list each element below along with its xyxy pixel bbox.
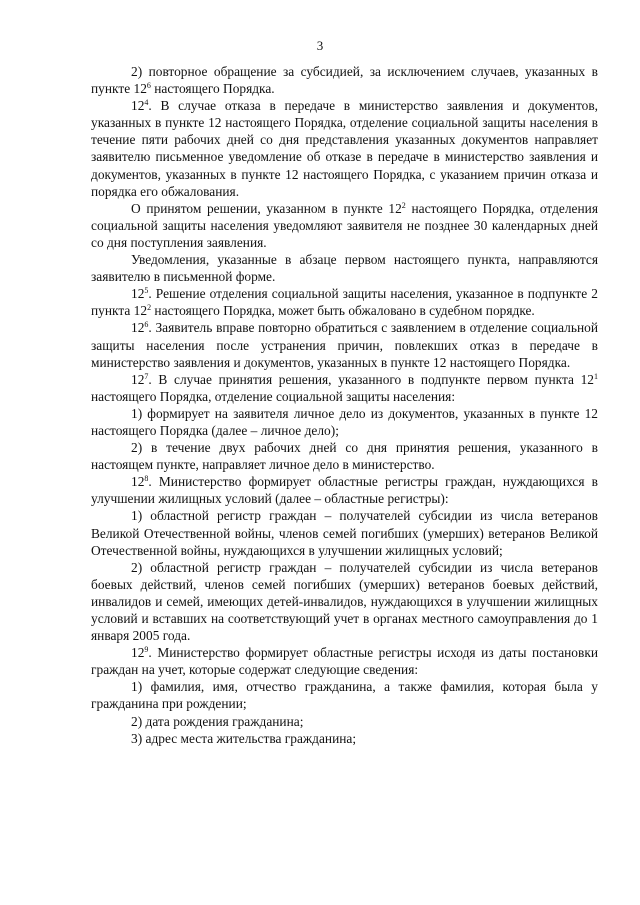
paragraph	[91, 63, 598, 97]
paragraph-text: 1) фамилия, имя, отчество гражданина, а также фамилия, которая была у гражданина при рождении;	[91, 679, 598, 712]
paragraph-text: . В случае принятия решения, указанного в подпункте первом пункта 12	[148, 371, 594, 387]
paragraph	[91, 97, 598, 200]
paragraph	[91, 644, 598, 678]
paragraph	[91, 678, 598, 712]
superscript: 7	[144, 371, 149, 381]
paragraph	[91, 251, 598, 285]
paragraph-text: 2) в течение двух рабочих дней со дня принятия решения, указанного в настоящем пункте, направляет личное дело в министерство.	[91, 440, 598, 473]
paragraph	[91, 285, 598, 319]
superscript: 6	[144, 320, 149, 330]
paragraph-text: 12	[131, 474, 145, 490]
paragraph-text: . Министерство формирует областные регистры граждан, нуждающихся в улучшении жилищных условий (далее – областные регистры):	[91, 474, 598, 507]
paragraph-text: 12	[131, 371, 145, 387]
paragraph-text: 12	[131, 98, 145, 114]
paragraph-text: настоящего Порядка.	[150, 81, 275, 97]
superscript: 5	[144, 286, 149, 296]
superscript: 6	[146, 81, 151, 91]
paragraph-text: 2) областной регистр граждан – получателей субсидии из числа ветеранов боевых действий, членов семей погибших (умерших) ветеранов боевых действий, инвалидов и семей, имеющих детей-инвалидов, нуждающихся в улучшении жилищных условий и вставших на соответствующий учет в органах местного самоуправления до 1 января 2005 года.	[91, 559, 598, 644]
paragraph-text: 2) повторное обращение за субсидией, за исключением случаев, указанных в пункте 12	[91, 64, 598, 97]
paragraph	[91, 439, 598, 473]
paragraph-text: настоящего Порядка, отделение социальной защиты населения:	[91, 388, 456, 404]
paragraph	[91, 200, 598, 251]
paragraph-text: . Решение отделения социальной защиты населения, указанное в подпункте 2 пункта 12	[91, 286, 598, 319]
paragraph	[91, 713, 598, 730]
superscript: 9	[144, 645, 149, 655]
paragraph-text: 1) областной регистр граждан – получателей субсидии из числа ветеранов Великой Отечественной войны, членов семей погибших (умерших) ветеранов Великой Отечественной войны, нуждающихся в улучшении жилищных условий;	[91, 508, 598, 558]
superscript: 4	[144, 98, 149, 108]
superscript: 2	[147, 303, 152, 313]
paragraph	[91, 319, 598, 370]
superscript: 2	[401, 200, 406, 210]
document-body	[91, 63, 598, 747]
page-number: 3	[316, 38, 324, 53]
superscript: 8	[144, 474, 149, 484]
paragraph-text: настоящего Порядка, может быть обжаловано в судебном порядке.	[151, 303, 535, 319]
paragraph-text: настоящего Порядка, отделения социальной защиты населения уведомляют заявителя не позднее 30 календарных дней со дня поступления заявления.	[91, 200, 598, 250]
paragraph-text: 12	[131, 320, 145, 336]
paragraph	[91, 473, 598, 507]
paragraph	[91, 371, 598, 405]
paragraph-text: 2) дата рождения гражданина;	[131, 713, 304, 729]
paragraph-text: 12	[131, 286, 145, 302]
superscript: 1	[594, 371, 598, 381]
paragraph	[91, 405, 598, 439]
paragraph	[91, 559, 598, 644]
paragraph-text: . Заявитель вправе повторно обратиться с заявлением в отделение социальной защиты населения после устранения причин, повлекших отказ в передаче в министерство заявления и документов, указанных в пункте 12 настоящего Порядка.	[91, 320, 598, 370]
paragraph-text: 1) формирует на заявителя личное дело из документов, указанных в пункте 12 настоящего Порядка (далее – личное дело);	[91, 405, 598, 438]
paragraph-text: О принятом решении, указанном в пункте 12	[131, 200, 402, 216]
paragraph-text: . В случае отказа в передаче в министерство заявления и документов, указанных в пункте 12 настоящего Порядка, отделение социальной защиты населения в течение пяти рабочих дней со дня представления указанных документов направляет заявителю письменное уведомление об отказе в передаче в министерство заявления и документов, указанных в пункте 12 настоящего Порядка, с указанием причин отказа и порядка его обжалования.	[91, 98, 598, 199]
paragraph-text: 12	[131, 645, 145, 661]
paragraph-text: 3) адрес места жительства гражданина;	[131, 730, 357, 746]
paragraph-text: Уведомления, указанные в абзаце первом настоящего пункта, направляются заявителю в письменной форме.	[91, 252, 598, 285]
paragraph-text: . Министерство формирует областные регистры исходя из даты постановки граждан на учет, которые содержат следующие сведения:	[91, 645, 598, 678]
paragraph	[91, 730, 598, 747]
paragraph	[91, 507, 598, 558]
